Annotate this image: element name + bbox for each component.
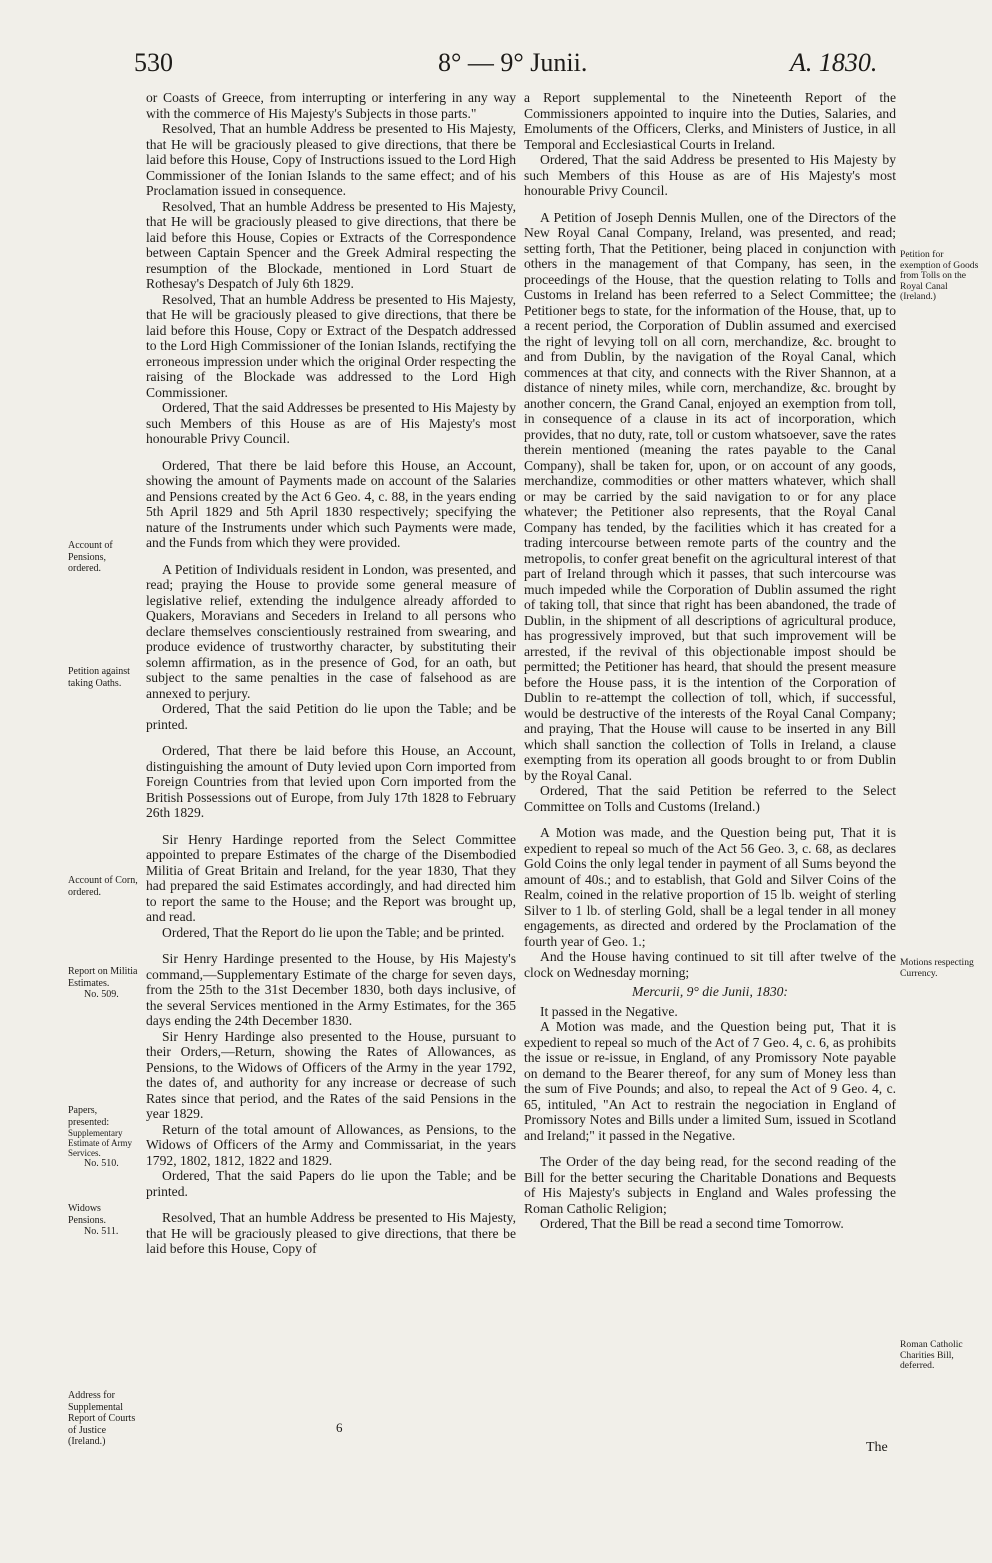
right-column <box>524 90 896 1232</box>
margin-number: No. 509. <box>84 989 119 1000</box>
margin-note-left: Address for Supplemental Report of Courts of Justice (Ireland.) <box>68 1390 136 1447</box>
date-heading: Mercurii, 9° die Junii, 1830: <box>632 984 788 999</box>
margin-note-right: Motions respecting Currency. <box>900 957 974 979</box>
paragraph: Ordered, That there be laid before this House, an Account, showing the amount of Payments made on account of the Salaries and Pensions created by the Act 6 Geo. 4, c. 88, in the years ending 5th April 1829 and 5th April 1830 respectively; specifying the nature of the Instruments under which such Payments were made, and the Funds from which they were provided. <box>146 457 516 550</box>
paragraph: Ordered, That the Report do lie upon the Table; and be printed. <box>162 924 505 940</box>
paragraph: A Petition of Joseph Dennis Mullen, one of the Directors of the New Royal Canal Company, Ireland, was presented, and read; setting forth, That the Petitioner, being placed in conjunction with others in the management of that Company, has seen, in the proceedings of the House, that the question relating to Tolls and Customs in Ireland has been referred to a Select Committee; the Petitioner begs to state, for the information of the House, that, up to a recent period, the Corporation of Dublin assumed and exercised the right of levying toll on all corn, merchandize, &c. brought to and from Dublin, by the navigation of the Royal Canal, which commences at that city, and connects with the River Shannon, at a distance of ninety miles, while corn, merchandize, &c. brought by another concern, the Grand Canal, enjoyed an exemption from toll, in consequence of a clause in its act of incorporation, which provides, that no duty, rate, toll or custom whatsoever, save the rates therein mentioned (meaning the rates payable to the Canal Company), shall be taken for, upon, or on account of any goods, merchandize, commodities or other matters whatever, which shall or may be carried by the said navigation to or for any place whatever; the Petitioner also represents, that the Royal Canal Company has tended, by the facilities which it has created for a trading intercourse between remote parts of the country and the metropolis, to confer great benefit on the agricultural interest of that part of Ireland through which it passes, that such intercourse was much impeded while the Corporation of Dublin assumed the right of taking toll, that since that right has been abandoned, the trade of Dublin, in the shipment of all descriptions of agricultural produce, has progressively improved, but that such improvement will be arrested, if the revival of this objectionable impost should be permitted; the Petitioner has heard, that should the present measure before the House pass, it is the intention of the Corporation of Dublin to re-attempt the collection of toll, which, if successful, would be destructive of the interests of the Royal Canal Company; and praying, That the House will cause to be inserted in any Bill which shall sanction the collection of Tolls in Ireland, a clause exempting from its operation all goods brought to or from Dublin by the Royal Canal. <box>524 209 896 783</box>
paragraph: Sir Henry Hardinge also presented to the House, pursuant to their Orders,—Return, showing the Rates of Allowances, as Pensions, to the Widows of Officers of the Army in the year 1792, the dates of, and authority for any increase or decrease of such Rates since that period, and the Rates of the said Pensions in the year 1829. <box>146 1028 516 1121</box>
left-column <box>146 90 516 1257</box>
paragraph: Ordered, That the said Petition do lie upon the Table; and be printed. <box>146 701 516 732</box>
signature-mark: 6 <box>336 1420 343 1435</box>
page-date: 8° — 9° Junii. <box>438 48 588 77</box>
paragraph: Return of the total amount of Allowances, as Pensions, to the Widows of Officers of the Army and Commissariat, in the years 1792, 1802, 1812, 1822 and 1829. <box>146 1121 516 1168</box>
page-year: A. 1830. <box>790 48 878 77</box>
margin-number: No. 510. <box>84 1158 119 1169</box>
paragraph: Ordered, That the said Address be presented to His Majesty by such Members of this House as are of His Majesty's most honourable Privy Council. <box>524 152 896 198</box>
margin-note-left <box>68 966 140 1001</box>
paragraph: And the House having continued to sit till after twelve of the clock on Wednesday morning; <box>524 949 896 980</box>
paragraph: Ordered, That there be laid before this House, an Account, distinguishing the amount of Duty levied upon Corn imported from Foreign Countries from that levied upon Corn imported from the British Possessions out of Europe, from July 17th 1828 to February 26th 1829. <box>146 743 516 820</box>
page-header <box>0 46 992 86</box>
page-number: 530 <box>134 48 173 77</box>
paragraph: A Petition of Individuals resident in London, was presented, and read; praying the House to provide some general measure of legislative relief, extending the indulgence already afforded to Quakers, Moravians and Seceders in Ireland to all persons who declare themselves conscientiously restrained from swearing, and produce evidence of trustworthy character, by substituting their solemn affirmation, as in the presence of God, for an oath, but subject to the same penalties in the case of falsehood as are annexed to perjury. <box>146 561 516 701</box>
margin-note-right: Petition for exemption of Goods from Tolls on the Royal Canal (Ireland.) <box>900 249 979 302</box>
paragraph: a Report supplemental to the Nineteenth Report of the Commissioners appointed to inquire into the Duties, Salaries, and Emoluments of the Officers, Clerks, and Ministers of Justice, in all Temporal and Ecclesiastical Courts in Ireland. <box>524 90 896 152</box>
paragraph: It passed in the Negative. <box>540 1003 678 1019</box>
margin-number: No. 511. <box>84 1226 119 1237</box>
paragraph: Resolved, That an humble Address be presented to His Majesty, that He will be graciously pleased to give directions, that there be laid before this House, Copy of Instructions issued to the Lord High Commissioner of the Ionian Islands to the same effect; and of his Proclamation issued in consequence. <box>146 121 516 198</box>
paragraph: A Motion was made, and the Question being put, That it is expedient to repeal so much of the Act 56 Geo. 3, c. 68, as declares Gold Coins the only legal tender in payment of all Sums beyond the amount of 40s.; and to establish, that Gold and Silver Coins of the Realm, coined in the relative proportion of 15 lb. weight of sterling Silver to 1 lb. of sterling Gold, shall be a legal tender in all money engagements, as directed and ordered by the Proclamation of the fourth year of Geo. 1.; <box>524 825 896 949</box>
margin-note-left <box>68 1203 140 1238</box>
paragraph: Ordered, That the said Addresses be presented to His Majesty by such Members of this House as are of His Majesty's most honourable Privy Council. <box>146 400 516 446</box>
margin-title: Report on Militia Estimates. <box>68 966 138 989</box>
margin-subtitle: Supplementary Estimate of Army Services. <box>68 1128 132 1158</box>
paragraph: Resolved, That an humble Address be presented to His Majesty, that He will be graciously pleased to give directions, that there be laid before this House, Copies or Extracts of the Correspondence between Captain Spencer and the Greek Admiral respecting the resumption of the Blockade, mentioned in Lord Stuart de Rothesay's Despatch of July 6th 1829. <box>146 198 516 291</box>
paragraph: Resolved, That an humble Address be presented to His Majesty, that He will be graciously pleased to give directions, that there be laid before this House, Copy of <box>146 1210 516 1256</box>
margin-note-left: Account of Corn, ordered. <box>68 875 138 898</box>
paragraph: The Order of the day being read, for the second reading of the Bill for the better securing the Charitable Donations and Bequests of His Majesty's subjects in England and Wales professing the Roman Catholic Religion; <box>524 1154 896 1216</box>
paragraph: Ordered, That the said Petition be referred to the Select Committee on Tolls and Customs (Ireland.) <box>524 783 896 814</box>
margin-note-left <box>68 1105 140 1170</box>
margin-note-right: Roman Catholic Charities Bill, deferred. <box>900 1339 963 1371</box>
paragraph: Sir Henry Hardinge presented to the House, by His Majesty's command,—Supplementary Estimate of the charge for seven days, from the 25th to the 31st December 1830, both days inclusive, of the several Services mentioned in the Army Estimates, for the 365 days ending the 24th December 1830. <box>146 951 516 1028</box>
paragraph: Resolved, That an humble Address be presented to His Majesty, that He will be graciously pleased to give directions, that there be laid before this House, Copy or Extract of the Despatch addressed to the Lord High Commissioner of the Ionian Islands, rectifying the erroneous impression under which the original Order respecting the raising of the Blockade was addressed to the Lord High Commissioner. <box>146 291 516 400</box>
margin-title: Widows Pensions. <box>68 1203 107 1226</box>
catchword: The <box>866 1440 888 1455</box>
paragraph: Sir Henry Hardinge reported from the Select Committee appointed to prepare Estimates of the charge of the Disembodied Militia of Great Britain and Ireland, for the year 1830, That they had prepared the said Estimates accordingly, and had directed him to report the same to the House; and the Report was brought up, and read. <box>146 831 516 924</box>
paragraph: A Motion was made, and the Question being put, That it is expedient to repeal so much of the Act of 7 Geo. 4, c. 6, as prohibits the issue or re-issue, in England, of any Promissory Note payable on demand to the Bearer thereof, for any sum of Money less than the sum of Five Pounds; and also, to repeal the Act of 9 Geo. 4, c. 65, intituled, "An Act to restrain the negociation in England of Promissory Notes and Bills under a limited Sum, issued in Scotland and Ireland;" it passed in the Negative. <box>524 1019 896 1143</box>
margin-note-left: Account of Pensions, ordered. <box>68 540 113 574</box>
margin-note-left: Petition against taking Oaths. <box>68 666 130 689</box>
paragraph: or Coasts of Greece, from interrupting or interfering in any way with the commerce of His Majesty's Subjects in those parts." <box>146 90 516 121</box>
margin-title: Papers, presented: <box>68 1105 110 1128</box>
paragraph: Ordered, That the Bill be read a second time Tomorrow. <box>540 1216 844 1231</box>
paragraph: Ordered, That the said Papers do lie upon the Table; and be printed. <box>146 1168 516 1199</box>
